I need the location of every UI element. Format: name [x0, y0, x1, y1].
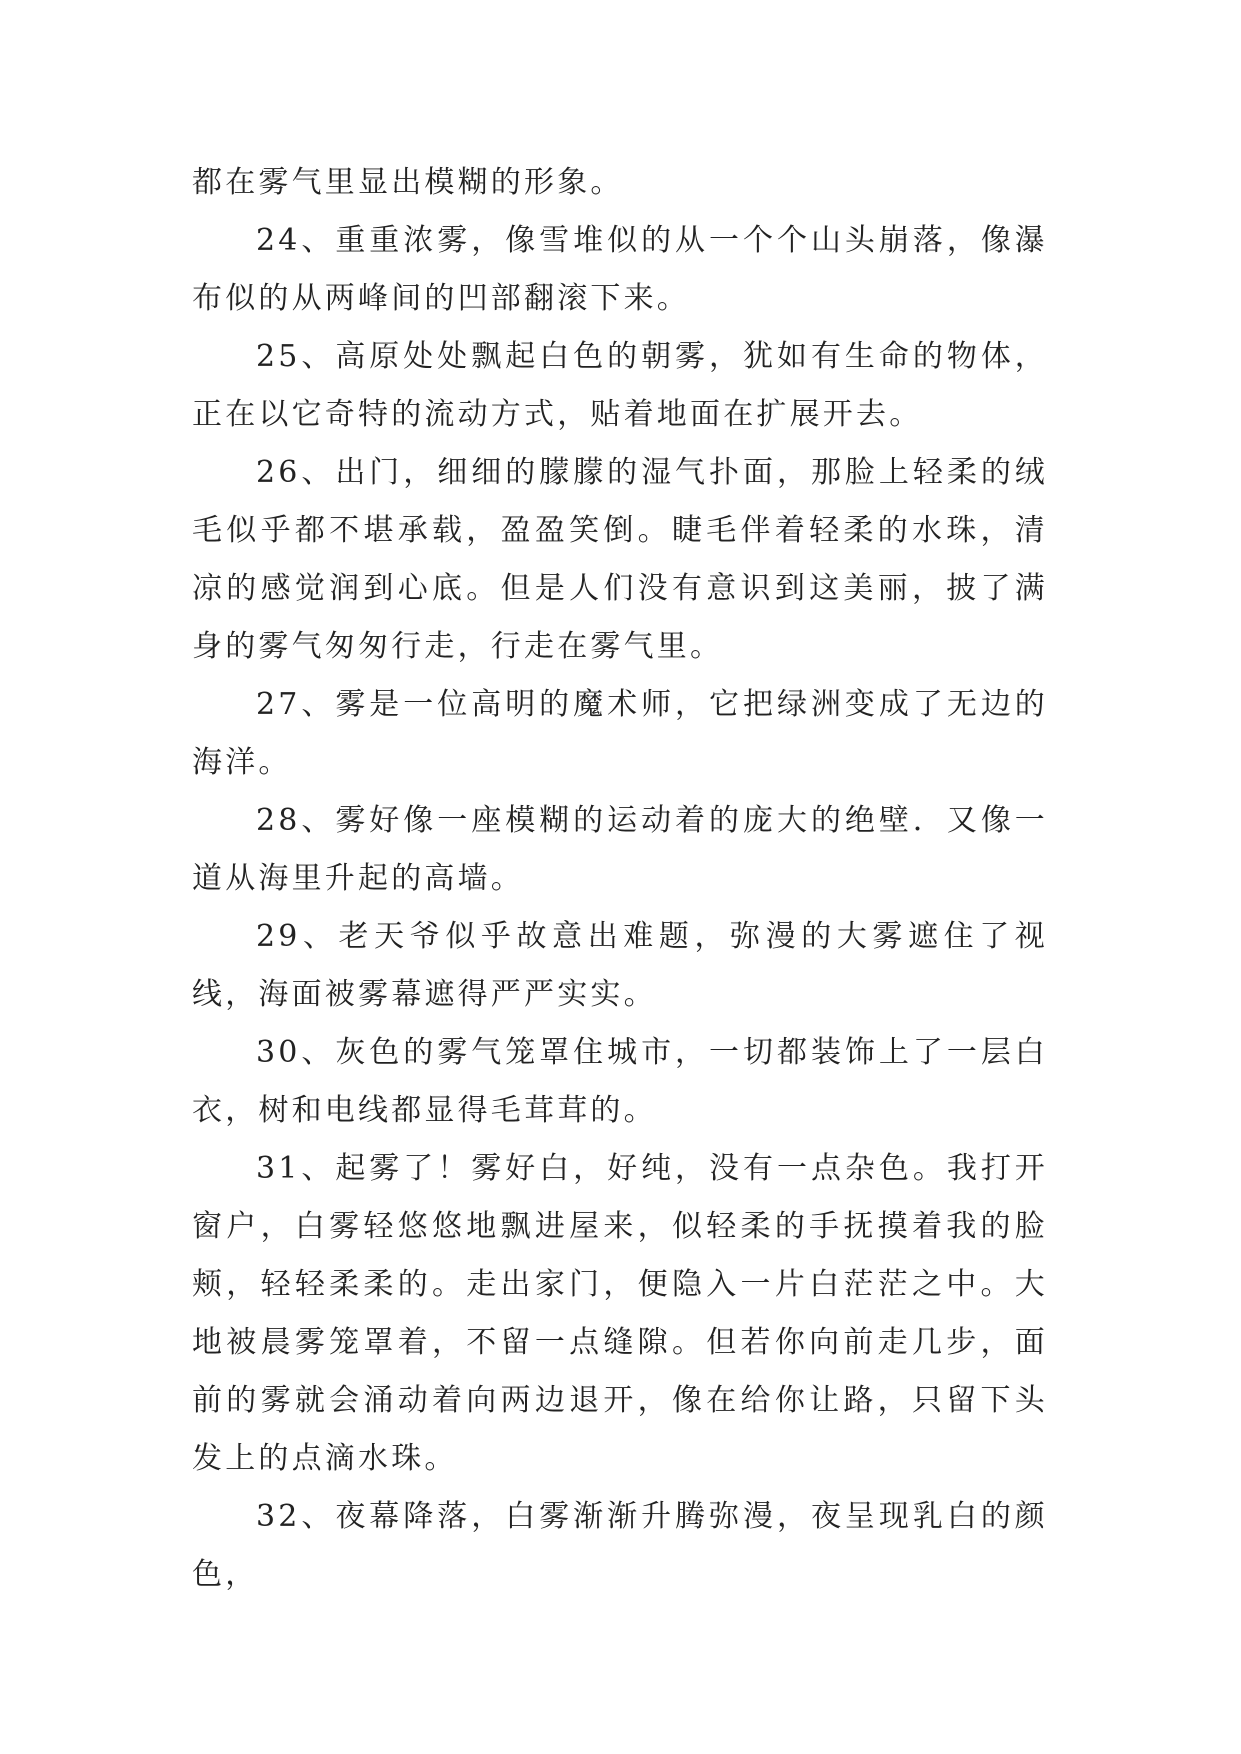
paragraph-24: 24、重重浓雾，像雪堆似的从一个个山头崩落，像瀑布似的从两峰间的凹部翻滚下来。 — [192, 223, 1048, 316]
paragraph-32: 32、夜幕降落，白雾渐渐升腾弥漫，夜呈现乳白的颜色， — [192, 1499, 1048, 1592]
paragraph-29: 29、老天爷似乎故意出难题，弥漫的大雾遮住了视线，海面被雾幕遮得严严实实。 — [192, 919, 1048, 1012]
paragraph-30: 30、灰色的雾气笼罩住城市，一切都装饰上了一层白衣，树和电线都显得毛茸茸的。 — [192, 1035, 1048, 1128]
paragraph-27: 27、雾是一位高明的魔术师，它把绿洲变成了无边的海洋。 — [192, 687, 1048, 780]
paragraph-continuation: 都在雾气里显出模糊的形象。 — [192, 165, 624, 200]
paragraph-26: 26、出门，细细的朦朦的湿气扑面，那脸上轻柔的绒毛似乎都不堪承载，盈盈笑倒。睫毛伴着轻柔的水珠，清凉的感觉润到心底。但是人们没有意识到这美丽，披了满身的雾气匆匆行走，行走在雾气里。 — [192, 455, 1048, 664]
document-body — [192, 154, 1048, 1604]
paragraph-25: 25、高原处处飘起白色的朝雾，犹如有生命的物体，正在以它奇特的流动方式，贴着地面在扩展开去。 — [192, 339, 1048, 432]
paragraph-28: 28、雾好像一座模糊的运动着的庞大的绝壁．又像一道从海里升起的高墙。 — [192, 803, 1048, 896]
paragraph-31: 31、起雾了！雾好白，好纯，没有一点杂色。我打开窗户，白雾轻悠悠地飘进屋来，似轻柔的手抚摸着我的脸颊，轻轻柔柔的。走出家门，便隐入一片白茫茫之中。大地被晨雾笼罩着，不留一点缝隙。但若你向前走几步，面前的雾就会涌动着向两边退开，像在给你让路，只留下头发上的点滴水珠。 — [192, 1151, 1048, 1476]
